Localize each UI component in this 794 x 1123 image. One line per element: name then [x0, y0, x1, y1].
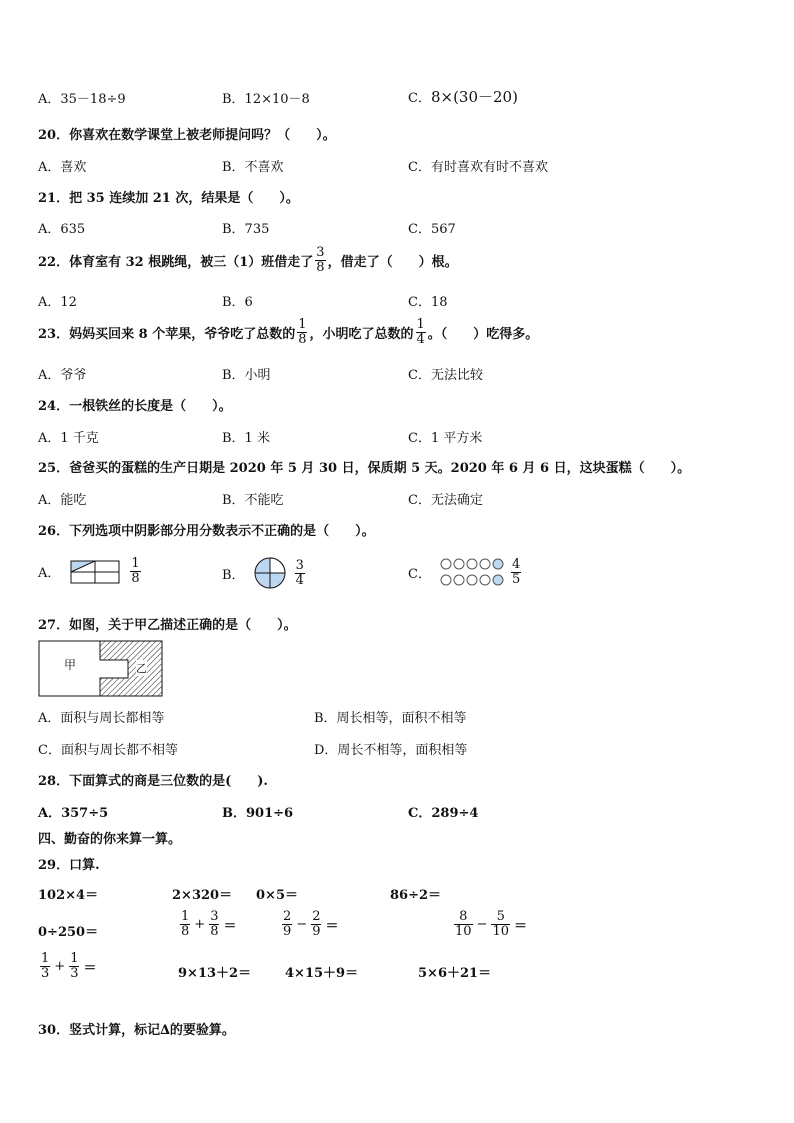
q21-option-b: B．735 [222, 222, 270, 237]
calc-2: 2×320＝ [172, 888, 233, 903]
q27-option-b: B．周长相等，面积不相等 [314, 711, 467, 726]
q24-stem: 24．一根铁丝的长度是（ ）。 [38, 399, 232, 414]
q20-stem: 20．你喜欢在数学课堂上被老师提问吗？（ ）。 [38, 128, 336, 143]
q27-stem: 27．如图，关于甲乙描述正确的是（ ）。 [38, 618, 297, 633]
q25-option-b: B．不能吃 [222, 493, 284, 508]
q26-option-c: C． $\frac{4}{5}$ [408, 556, 521, 587]
q21-stem: 21．把 35 连续加 21 次，结果是（ ）。 [38, 191, 299, 206]
q27-option-d: D．周长不相等，面积相等 [314, 743, 468, 758]
yi-shaded-region [100, 641, 162, 696]
q23-option-a: A．爷爷 [38, 368, 87, 383]
calc-8: $\frac{8}{10}$ − $\frac{5}{10}$ ＝ [455, 909, 528, 939]
q24-option-c: C．1 平方米 [408, 431, 483, 446]
calc-3: 0×5＝ [256, 888, 298, 903]
q20-option-c: C．有时喜欢有时不喜欢 [408, 160, 548, 175]
q27-option-a: A．面积与周长都相等 [38, 711, 165, 726]
calc-12: 5×6＋21＝ [418, 966, 492, 981]
jia-label: 甲 [64, 658, 77, 672]
q25-option-c: C．无法确定 [408, 493, 483, 508]
q26-stem: 26．下列选项中阴影部分用分数表示不正确的是（ ）。 [38, 524, 375, 539]
q22-option-a: A．12 [38, 295, 77, 310]
q25-option-a: A．能吃 [38, 493, 87, 508]
dots-figure [439, 556, 507, 588]
q28-option-c: C．289÷4 [408, 806, 479, 821]
q26-option-b: B． $\frac{3}{4}$ [222, 556, 307, 590]
q22-stem: 22．体育室有 32 根跳绳，被三（1）班借走了 $\frac{3}{8}$ ，借走了（ ）根。 [38, 245, 458, 275]
section-heading: 四、勤奋的你来算一算。 [38, 832, 182, 847]
q23-stem: 23．妈妈买回来 8 个苹果，爷爷吃了总数的 $\frac{1}{8}$ ，小明吃了总数的 $\frac{1}{4}$ 。（ ）吃得多。 [38, 317, 539, 347]
q27-option-c: C．面积与周长都不相等 [38, 743, 178, 758]
q28-stem: 28．下面算式的商是三位数的是( ). [38, 774, 268, 789]
q22-option-b: B．6 [222, 295, 253, 310]
rectangle-figure [70, 556, 122, 586]
q21-option-c: C．567 [408, 222, 456, 237]
q23-fraction-2: $\frac{1}{4}$ [416, 317, 425, 347]
q28-option-b: B．901÷6 [222, 806, 294, 821]
q26-c-fraction: $\frac{4}{5}$ [511, 556, 521, 587]
calc-1: 102×4＝ [38, 888, 99, 903]
calc-6: $\frac{1}{8}$ + $\frac{3}{8}$ ＝ [181, 909, 237, 939]
q22-fraction: $\frac{3}{8}$ [316, 245, 325, 275]
q27-figure [38, 640, 164, 702]
q24-option-b: B．1 米 [222, 431, 270, 446]
q26-a-fraction: $\frac{1}{8}$ [131, 555, 140, 586]
q26-option-a: A． $\frac{1}{8}$ [38, 555, 140, 586]
q23-fraction-1: $\frac{1}{8}$ [298, 317, 307, 347]
calc-7: $\frac{2}{9}$ − $\frac{2}{9}$ ＝ [283, 909, 339, 939]
yi-label: 乙 [136, 662, 147, 675]
q29-stem: 29．口算. [38, 858, 100, 873]
q20-option-b: B．不喜欢 [222, 160, 284, 175]
q23-option-c: C．无法比较 [408, 368, 483, 383]
q24-option-a: A．1 千克 [38, 431, 99, 446]
q22-option-c: C．18 [408, 295, 448, 310]
q26-b-fraction: $\frac{3}{4}$ [295, 557, 304, 588]
q19-option-a: A．35－18÷9 [38, 92, 126, 107]
q21-option-a: A．635 [38, 222, 86, 237]
calc-11: 4×15＋9＝ [285, 966, 359, 981]
q30-stem: 30．竖式计算，标记∆的要验算。 [38, 1023, 235, 1038]
unshaded-quarter [270, 558, 285, 573]
q20-option-a: A．喜欢 [38, 160, 87, 175]
q19-option-b: B．12×10－8 [222, 92, 310, 107]
circle-figure [253, 556, 287, 590]
q25-stem: 25．爸爸买的蛋糕的生产日期是 2020 年 5 月 30 日，保质期 5 天。2020 年 6 月 6 日，这块蛋糕（ ）。 [38, 461, 691, 476]
calc-4: 86÷2＝ [390, 888, 442, 903]
calc-10: 9×13＋2＝ [178, 966, 252, 981]
calc-9: $\frac{1}{3}$ + $\frac{1}{3}$ ＝ [41, 951, 97, 981]
calc-5: 0÷250＝ [38, 925, 99, 940]
q23-option-b: B．小明 [222, 368, 271, 383]
q19-option-c: C．8×(30－20) [408, 88, 518, 106]
q28-option-a: A．357÷5 [38, 806, 109, 821]
